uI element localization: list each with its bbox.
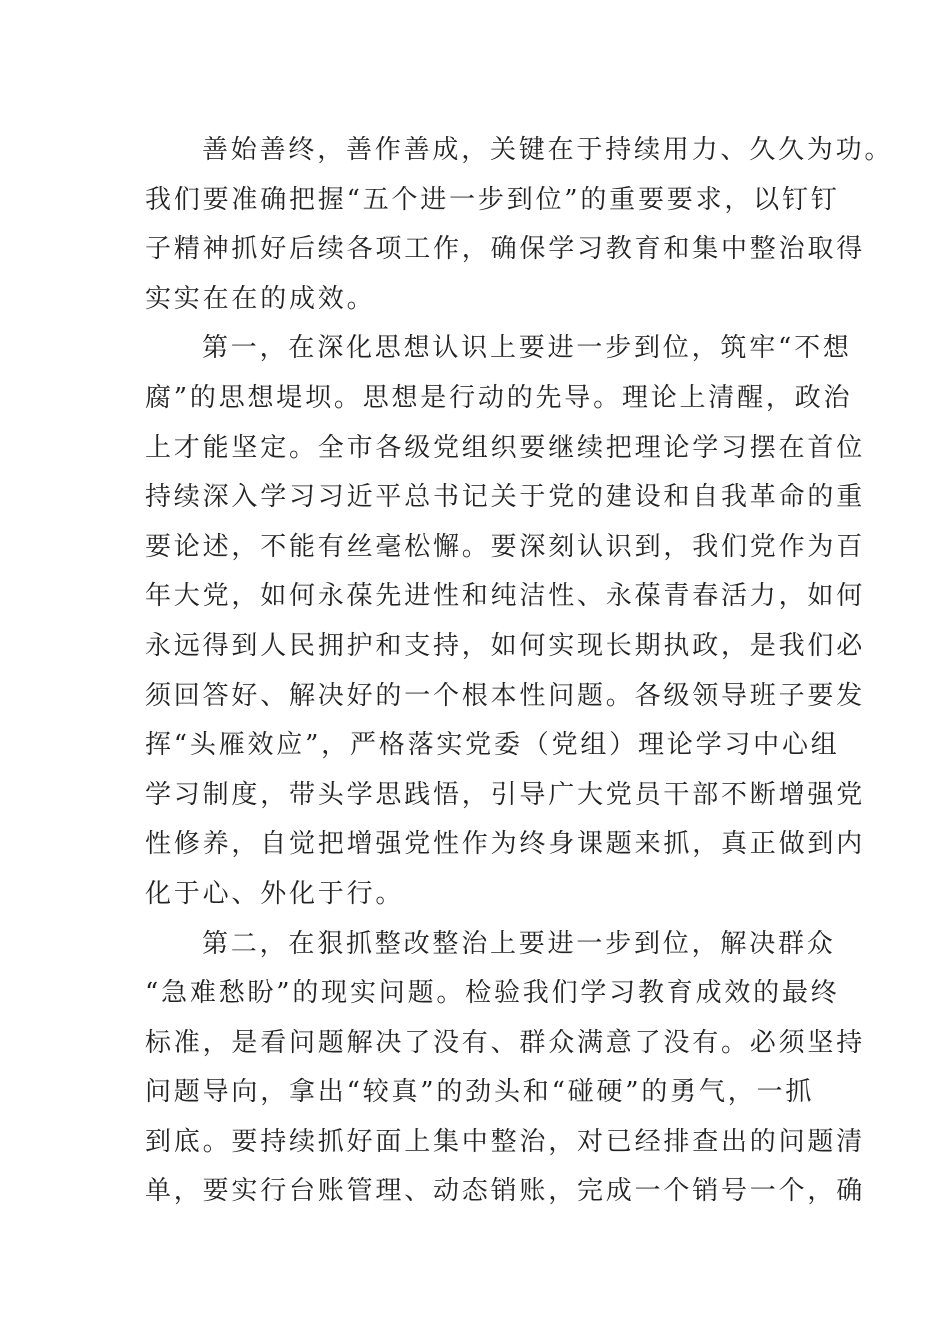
paragraph-3-line-5: 到底。要持续抓好面上集中整治，对已经排查出的问题清 xyxy=(145,1126,866,1157)
paragraph-2-line-7: 永远得到人民拥护和支持，如何实现长期执政，是我们必 xyxy=(145,630,866,661)
paragraph-2-line-3: 上才能坚定。全市各级党组织要继续把理论学习摆在首位 xyxy=(145,432,866,463)
paragraph-2-line-12: 化于心、外化于行。 xyxy=(145,878,405,909)
paragraph-3-line-6: 单，要实行台账管理、动态销账，完成一个销号一个，确 xyxy=(145,1176,866,1207)
paragraph-2-line-11: 性修养，自觉把增强党性作为终身课题来抓，真正做到内 xyxy=(145,829,866,860)
paragraph-2-line-10: 学习制度，带头学思践悟，引导广大党员干部不断增强党 xyxy=(145,779,866,810)
paragraph-2-line-2: 腐”的思想堤坝。思想是行动的先导。理论上清醒，政治 xyxy=(145,382,853,413)
paragraph-3-line-1: 第二，在狠抓整改整治上要进一步到位，解决群众 xyxy=(202,928,836,959)
paragraph-2-line-4: 持续深入学习习近平总书记关于党的建设和自我革命的重 xyxy=(145,482,866,513)
paragraph-3-line-3: 标准，是看问题解决了没有、群众满意了没有。必须坚持 xyxy=(145,1027,866,1058)
paragraph-2-line-6: 年大党，如何永葆先进性和纯洁性、永葆青春活力，如何 xyxy=(145,581,866,612)
paragraph-3-line-4: 问题导向，拿出“较真”的劲头和“碰硬”的勇气，一抓 xyxy=(145,1077,815,1108)
paragraph-2-line-8: 须回答好、解决好的一个根本性问题。各级领导班子要发 xyxy=(145,680,866,711)
paragraph-1-line-4: 实实在在的成效。 xyxy=(145,283,376,314)
document-body xyxy=(145,126,894,1217)
paragraph-2-line-1: 第一，在深化思想认识上要进一步到位，筑牢“不想 xyxy=(202,333,852,364)
paragraph-2-line-5: 要论述，不能有丝毫松懈。要深刻认识到，我们党作为百 xyxy=(145,531,866,562)
paragraph-2-line-9: 挥“头雁效应”，严格落实党委（党组）理论学习中心组 xyxy=(145,730,840,761)
paragraph-1-line-1: 善始善终，善作善成，关键在于持续用力、久久为功。 xyxy=(202,135,894,165)
paragraph-3-line-2: “急难愁盼”的现实问题。检验我们学习教育成效的最终 xyxy=(145,978,840,1009)
paragraph-1-line-2: 我们要准确把握“五个进一步到位”的重要要求，以钉钉 xyxy=(145,184,840,215)
paragraph-1-line-3: 子精神抓好后续各项工作，确保学习教育和集中整治取得 xyxy=(145,234,866,265)
